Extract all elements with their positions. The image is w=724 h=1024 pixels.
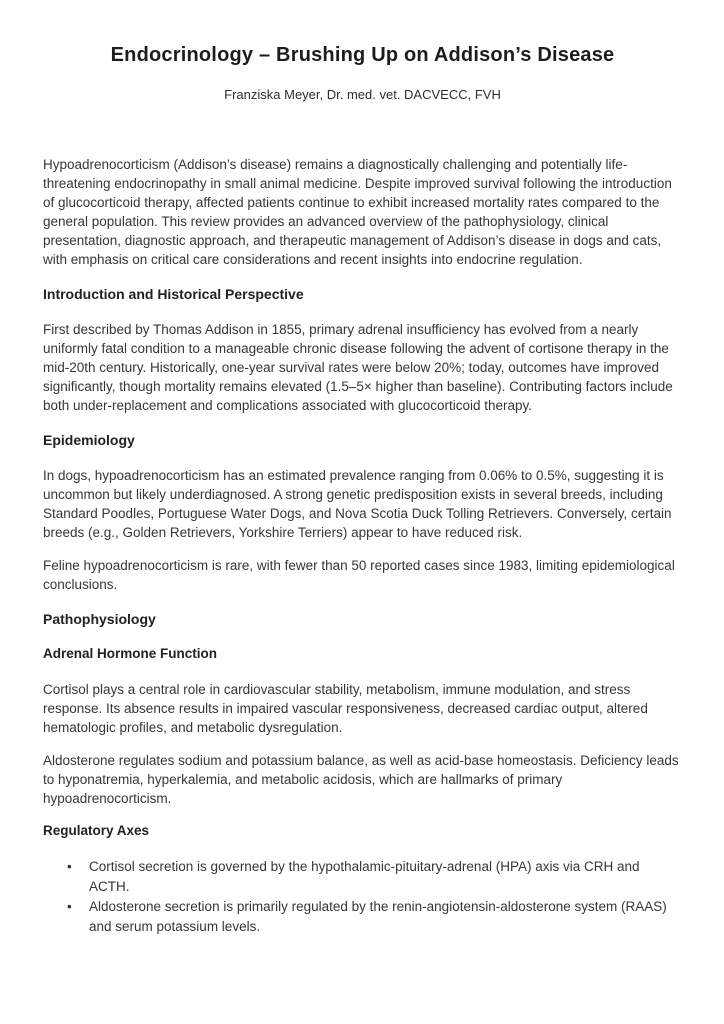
regulatory-axes-bullet-list	[43, 857, 682, 937]
document-title: Endocrinology – Brushing Up on Addison’s Disease	[110, 44, 615, 66]
adrenal-hormone-paragraph-1: Cortisol plays a central role in cardiovascular stability, metabolism, immune modulation, and stress response. Its absence results in impaired vascular responsiveness, decreased cardiac output, altered hematologic profiles, and metabolic dysregulation.	[43, 682, 648, 735]
author-line: Franziska Meyer, Dr. med. vet. DACVECC, FVH	[224, 87, 501, 102]
section-heading-pathophysiology: Pathophysiology	[43, 611, 156, 627]
section-heading-epidemiology: Epidemiology	[43, 432, 135, 448]
epidemiology-paragraph-1: In dogs, hypoadrenocorticism has an estimated prevalence ranging from 0.06% to 0.5%, suggesting it is uncommon but likely underdiagnosed. A strong genetic predisposition exists in several breeds, including Standard Poodles, Portuguese Water Dogs, and Nova Scotia Duck Tolling Retrievers. Conversely, certain breeds (e.g., Golden Retrievers, Yorkshire Terriers) appear to have reduced risk.	[43, 468, 672, 540]
bullet-item-raas: • Aldosterone secretion is primarily regulated by the renin-angiotensin-aldosterone system (RAAS) and serum potassium levels.	[43, 897, 682, 937]
bullet-item-hpa-axis: • Cortisol secretion is governed by the hypothalamic-pituitary-adrenal (HPA) axis via CRH and ACTH.	[43, 857, 682, 897]
subsection-heading-regulatory-axes: Regulatory Axes	[43, 823, 150, 838]
abstract-paragraph: Hypoadrenocorticism (Addison’s disease) remains a diagnostically challenging and potentially life-threatening endocrinopathy in small animal medicine. Despite improved survival following the introduction of glucocorticoid therapy, affected patients continue to exhibit increased mortality rates compared to the general population. This review provides an advanced overview of the pathophysiology, clinical presentation, diagnostic approach, and therapeutic management of Addison’s disease in dogs and cats, with emphasis on critical care considerations and recent insights into endocrine regulation.	[43, 157, 672, 267]
section-heading-introduction: Introduction and Historical Perspective	[43, 286, 304, 302]
document-body	[43, 155, 682, 937]
subsection-heading-adrenal-hormone-function: Adrenal Hormone Function	[43, 646, 218, 661]
introduction-paragraph: First described by Thomas Addison in 1855, primary adrenal insufficiency has evolved from a nearly uniformly fatal condition to a manageable chronic disease following the advent of cortisone therapy in the mid-20th century. Historically, one-year survival rates were below 20%; today, outcomes have improved significantly, though mortality remains elevated (1.5–5× higher than baseline). Contributing factors include both under-replacement and complications associated with glucocorticoid therapy.	[43, 322, 673, 413]
epidemiology-paragraph-2: Feline hypoadrenocorticism is rare, with fewer than 50 reported cases since 1983, limiting epidemiological conclusions.	[43, 558, 675, 592]
adrenal-hormone-paragraph-2: Aldosterone regulates sodium and potassium balance, as well as acid-base homeostasis. Deficiency leads to hyponatremia, hyperkalemia, and metabolic acidosis, which are hallmarks of primary hypoadrenocorticism.	[43, 753, 679, 806]
